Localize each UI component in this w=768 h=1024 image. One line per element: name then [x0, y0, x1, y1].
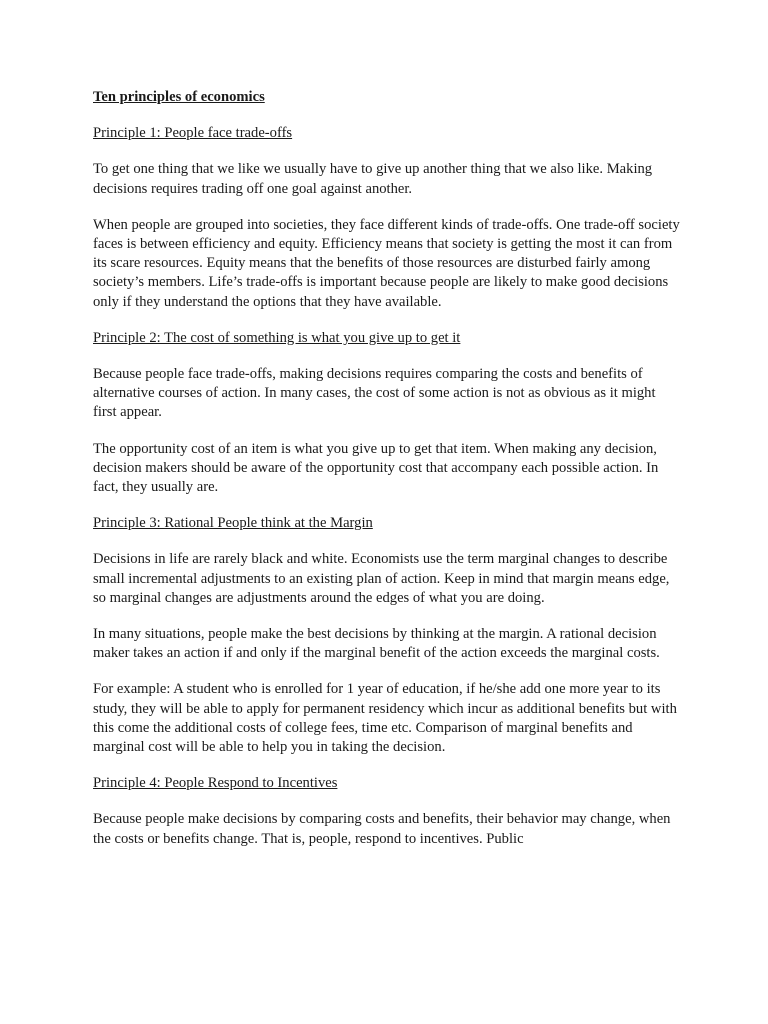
- section-heading: Principle 2: The cost of something is what you give up to get it: [93, 329, 461, 346]
- document-title: Ten principles of economics: [93, 89, 265, 105]
- document-page: [93, 88, 681, 866]
- paragraph: Decisions in life are rarely black and white. Economists use the term marginal changes to describe small incremental adjustments to an existing plan of action. Keep in mind that margin means edge, so marginal changes are adjustments around the edges of what you are doing.: [93, 551, 670, 606]
- section-principle-1: [93, 124, 681, 312]
- section-principle-2: [93, 329, 681, 497]
- section-heading: Principle 3: Rational People think at the Margin: [93, 515, 373, 532]
- paragraph: For example: A student who is enrolled for 1 year of education, if he/she add one more year to its study, they will be able to apply for permanent residency which incur as additional benefits but with this come the additional costs of college fees, time etc. Comparison of marginal benefits and marginal cost will be able to help you in taking the decision.: [93, 681, 677, 756]
- paragraph: Because people make decisions by comparing costs and benefits, their behavior may change, when the costs or benefits change. That is, people, respond to incentives. Public: [93, 811, 671, 847]
- paragraph: In many situations, people make the best decisions by thinking at the margin. A rational decision maker takes an action if and only if the marginal benefit of the action exceeds the marginal costs.: [93, 626, 660, 662]
- section-principle-4: [93, 774, 681, 849]
- section-heading: Principle 1: People face trade-offs: [93, 125, 293, 142]
- paragraph: The opportunity cost of an item is what you give up to get that item. When making any decision, decision makers should be aware of the opportunity cost that accompany each possible action. In fact, they usually are.: [93, 440, 659, 496]
- section-heading: Principle 4: People Respond to Incentives: [93, 775, 338, 792]
- section-principle-3: [93, 514, 681, 757]
- paragraph: Because people face trade-offs, making decisions requires comparing the costs and benefits of alternative courses of action. In many cases, the cost of some action is not as obvious as it might first appear.: [93, 366, 656, 421]
- paragraph: When people are grouped into societies, they face different kinds of trade-offs. One trade-off society faces is between efficiency and equity. Efficiency means that society is getting the most it can from its scare resources. Equity means that the benefits of those resources are disturbed fairly among society’s members. Life’s trade-offs is important because people are likely to make good decisions only if they understand the options that they have available.: [93, 216, 680, 310]
- paragraph: To get one thing that we like we usually have to give up another thing that we also like. Making decisions requires trading off one goal against another.: [93, 161, 653, 197]
